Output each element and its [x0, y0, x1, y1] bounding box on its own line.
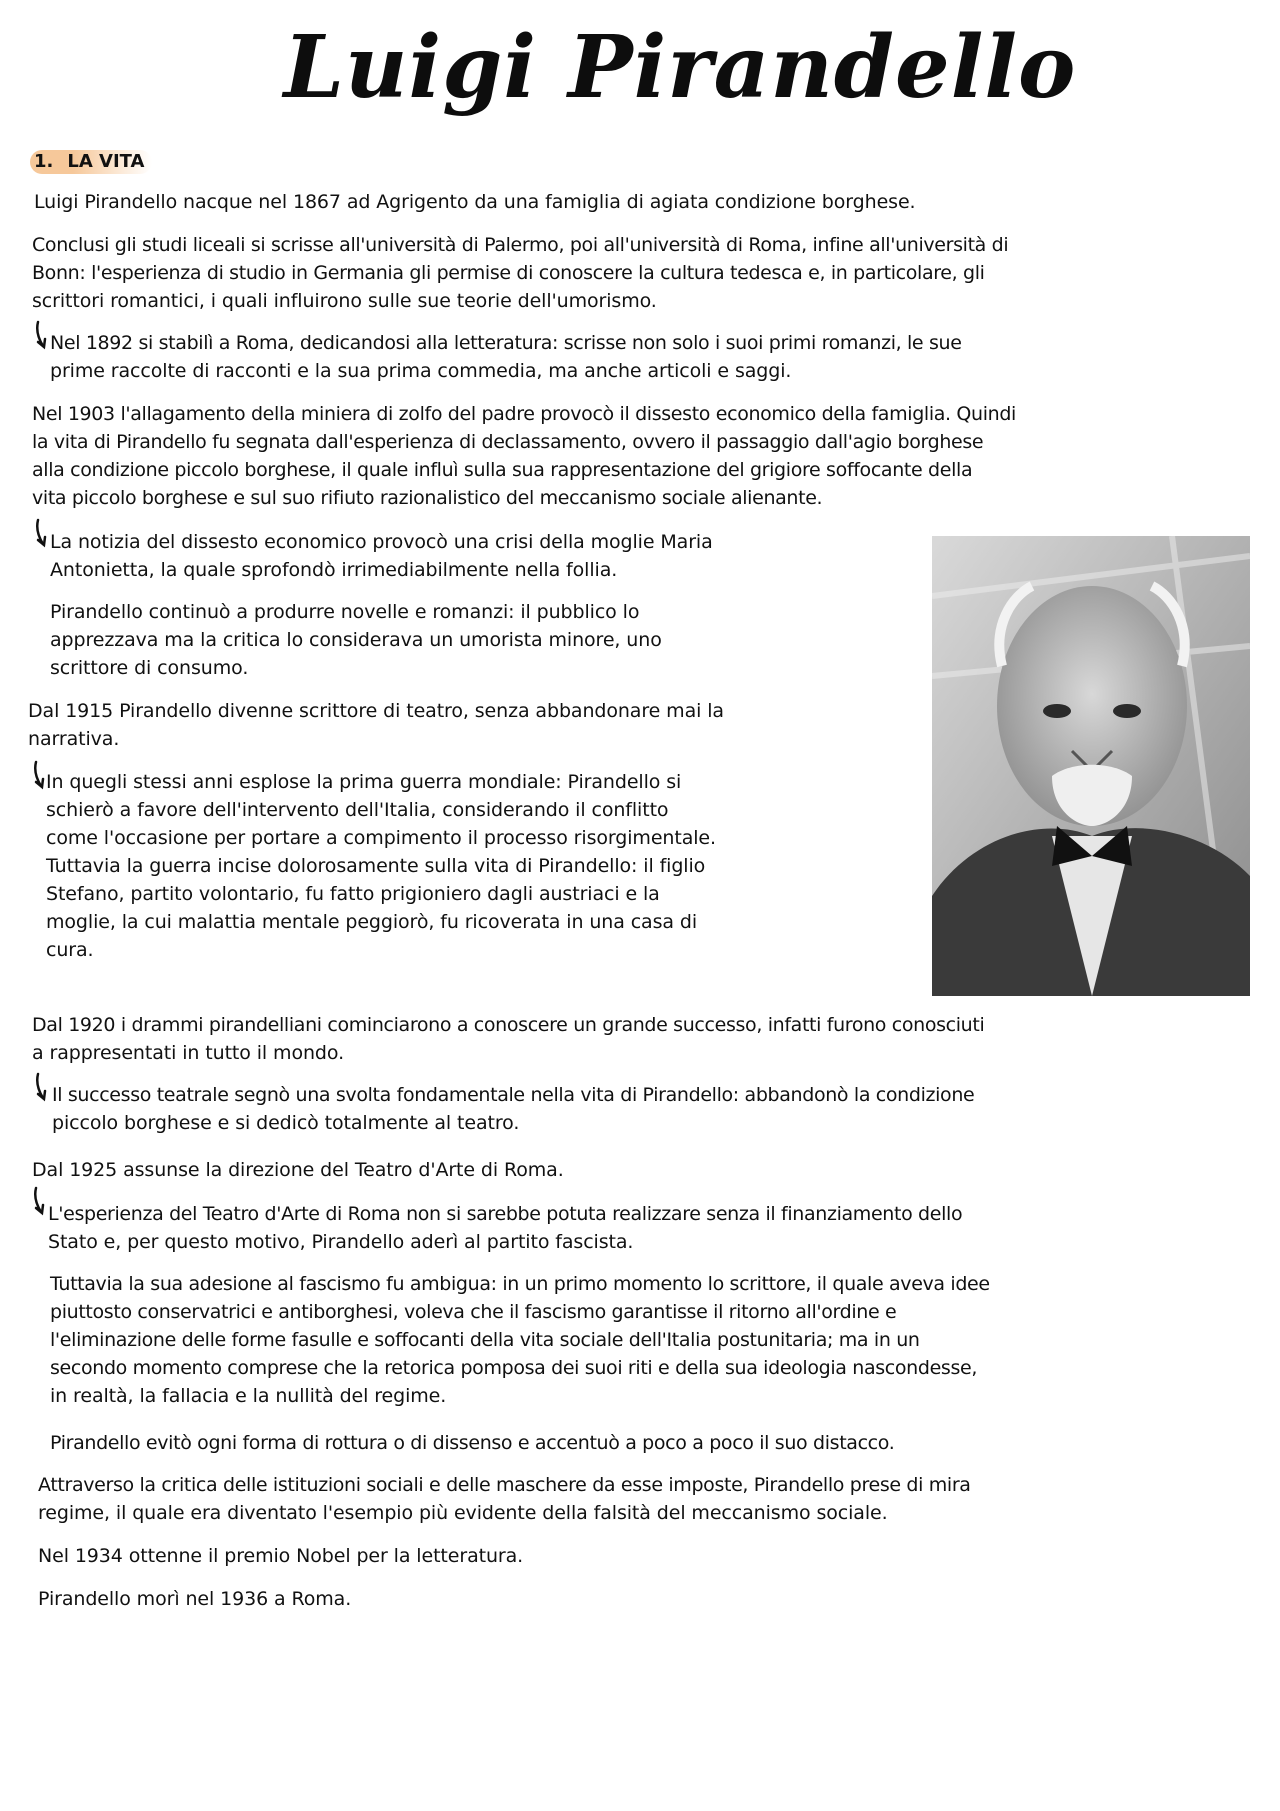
paragraph-fascism-line-4: secondo momento comprese che la retorica pomposa dei suoi riti e della sua ideologia nascondesse,	[50, 1357, 978, 1379]
arrow-icon	[34, 320, 48, 350]
paragraph-1903-line-2: la vita di Pirandello fu segnata dall'esperienza di declassamento, ovvero il passaggio dall'agio borghese	[32, 431, 984, 453]
paragraph-fascism-line-5: in realtà, la fallacia e la nullità del regime.	[50, 1385, 447, 1407]
paragraph-crisis-line-2: Antonietta, la quale sprofondò irrimediabilmente nella follia.	[50, 559, 618, 581]
paragraph-teatro-line-2: Stato e, per questo motivo, Pirandello aderì al partito fascista.	[48, 1231, 634, 1253]
paragraph-death: Pirandello morì nel 1936 a Roma.	[38, 1588, 352, 1610]
paragraph-nobel: Nel 1934 ottenne il premio Nobel per la letteratura.	[38, 1545, 524, 1567]
paragraph-success-line-1: Il successo teatrale segnò una svolta fondamentale nella vita di Pirandello: abbandonò la condizione	[52, 1084, 975, 1106]
paragraph-critique-line-1: Attraverso la critica delle istituzioni sociali e delle maschere da esse imposte, Pirandello prese di mira	[38, 1474, 971, 1496]
paragraph-studies-line-2: Bonn: l'esperienza di studio in Germania gli permise di conoscere la cultura tedesca e, in particolare, gli	[32, 262, 985, 284]
paragraph-1920-line-1: Dal 1920 i drammi pirandelliani cominciarono a conoscere un grande successo, infatti furono conosciuti	[32, 1014, 985, 1036]
paragraph-war-line-4: Tuttavia la guerra incise dolorosamente sulla vita di Pirandello: il figlio	[46, 855, 706, 877]
paragraph-1920-line-2: a rappresentati in tutto il mondo.	[32, 1042, 345, 1064]
arrow-icon	[32, 1186, 46, 1216]
paragraph-war-line-7: cura.	[46, 939, 94, 961]
paragraph-birth: Luigi Pirandello nacque nel 1867 ad Agrigento da una famiglia di agiata condizione borghese.	[34, 191, 916, 213]
section-number: 1.	[34, 151, 54, 172]
paragraph-studies-line-1: Conclusi gli studi liceali si scrisse all'università di Palermo, poi all'università di Roma, infine all'università di	[32, 234, 1009, 256]
paragraph-1925: Dal 1925 assunse la direzione del Teatro d'Arte di Roma.	[32, 1159, 564, 1181]
section-heading	[30, 150, 152, 174]
paragraph-studies-line-3: scrittori romantici, i quali influirono sulle sue teorie dell'umorismo.	[32, 290, 657, 312]
paragraph-detachment: Pirandello evitò ogni forma di rottura o di dissenso e accentuò a poco a poco il suo distacco.	[50, 1432, 895, 1454]
paragraph-war-line-1: In quegli stessi anni esplose la prima guerra mondiale: Pirandello si	[46, 771, 682, 793]
paragraph-fascism-line-2: piuttosto conservatrici e antiborghesi, voleva che il fascismo garantisse il ritorno all'ordine e	[50, 1301, 897, 1323]
paragraph-war-line-3: come l'occasione per portare a compimento il processo risorgimentale.	[46, 827, 716, 849]
page-title: Luigi Pirandello	[283, 17, 1077, 118]
arrow-icon	[34, 518, 48, 548]
paragraph-rome-line-2: prime raccolte di racconti e la sua prima commedia, ma anche articoli e saggi.	[50, 360, 792, 382]
arrow-icon	[34, 1072, 48, 1102]
portrait-photo-icon	[932, 536, 1250, 996]
paragraph-success-line-2: piccolo borghese e si dedicò totalmente al teatro.	[52, 1112, 520, 1134]
paragraph-teatro-line-1: L'esperienza del Teatro d'Arte di Roma non si sarebbe potuta realizzare senza il finanziamento dello	[48, 1203, 963, 1225]
paragraph-war-line-2: schierò a favore dell'intervento dell'Italia, considerando il conflitto	[46, 799, 669, 821]
arrow-icon	[32, 760, 46, 790]
paragraph-1915-line-2: narrativa.	[28, 728, 120, 750]
paragraph-1903-line-4: vita piccolo borghese e sul suo rifiuto razionalistico del meccanismo sociale alienante.	[32, 487, 823, 509]
paragraph-fascism-line-1: Tuttavia la sua adesione al fascismo fu ambigua: in un primo momento lo scrittore, il quale aveva idee	[50, 1273, 990, 1295]
paragraph-fascism-line-3: l'eliminazione delle forme fasulle e soffocanti della vita sociale dell'Italia postunitaria; ma in un	[50, 1329, 920, 1351]
paragraph-novels-line-3: scrittore di consumo.	[50, 657, 249, 679]
paragraph-novels-line-2: apprezzava ma la critica lo considerava un umorista minore, uno	[50, 629, 662, 651]
paragraph-novels-line-1: Pirandello continuò a produrre novelle e romanzi: il pubblico lo	[50, 601, 640, 623]
paragraph-1903-line-1: Nel 1903 l'allagamento della miniera di zolfo del padre provocò il dissesto economico della famiglia. Quindi	[32, 403, 1016, 425]
paragraph-rome-line-1: Nel 1892 si stabilì a Roma, dedicandosi alla letteratura: scrisse non solo i suoi primi romanzi, le sue	[50, 332, 962, 354]
paragraph-war-line-5: Stefano, partito volontario, fu fatto prigioniero dagli austriaci e la	[46, 883, 660, 905]
paragraph-critique-line-2: regime, il quale era diventato l'esempio più evidente della falsità del meccanismo sociale.	[38, 1502, 888, 1524]
paragraph-1915-line-1: Dal 1915 Pirandello divenne scrittore di teatro, senza abbandonare mai la	[28, 700, 724, 722]
section-label: LA VITA	[67, 151, 145, 172]
paragraph-crisis-line-1: La notizia del dissesto economico provocò una crisi della moglie Maria	[50, 531, 713, 553]
paragraph-1903-line-3: alla condizione piccolo borghese, il quale influì sulla sua rappresentazione del grigiore soffocante della	[32, 459, 973, 481]
paragraph-war-line-6: moglie, la cui malattia mentale peggiorò, fu ricoverata in una casa di	[46, 911, 698, 933]
